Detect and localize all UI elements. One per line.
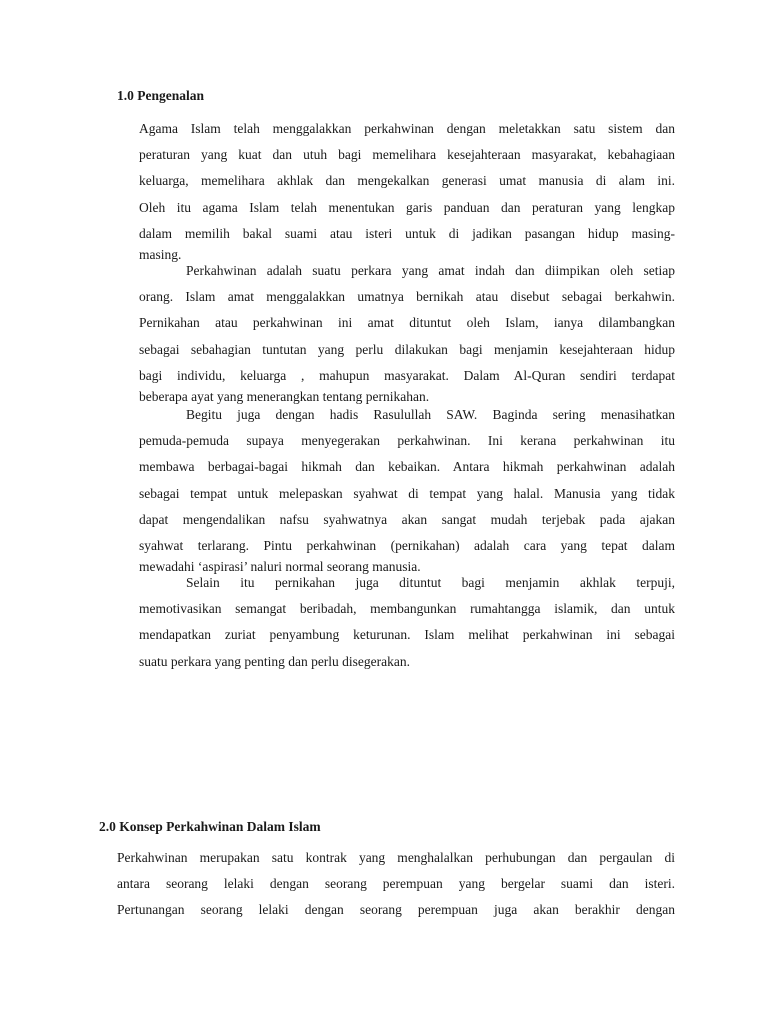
- text-line: dalam memilih bakal suami atau isteri untuk di jadikan pasangan hidup masing-: [139, 225, 675, 241]
- text-line: Perkahwinan adalah suatu perkara yang amat indah dan diimpikan oleh setiap: [186, 263, 675, 278]
- text-line: sebagai tempat untuk melepaskan syahwat di tempat yang halal. Manusia yang tidak: [139, 485, 675, 501]
- paragraph-3: [139, 402, 675, 575]
- text-line: Perkahwinan merupakan satu kontrak yang menghalalkan perhubungan dan pergaulan di: [117, 850, 675, 865]
- text-line: Selain itu pernikahan juga dituntut bagi menjamin akhlak terpuji,: [186, 575, 675, 590]
- text-line: antara seorang lelaki dengan seorang perempuan yang bergelar suami dan isteri.: [117, 876, 675, 892]
- text-line: Agama Islam telah menggalakkan perkahwinan dengan meletakkan satu sistem dan: [139, 121, 675, 136]
- paragraph-5: [117, 845, 675, 924]
- paragraph-4: [139, 570, 675, 675]
- text-line: sebagai sebahagian tuntutan yang perlu dilakukan bagi menjamin kesejahteraan hidup: [139, 341, 675, 357]
- section-heading-konsep: 2.0 Konsep Perkahwinan Dalam Islam: [99, 819, 321, 834]
- text-line: pemuda-pemuda supaya menyegerakan perkahwinan. Ini kerana perkahwinan itu: [139, 433, 675, 449]
- text-line: Begitu juga dengan hadis Rasulullah SAW. Baginda sering menasihatkan: [186, 407, 675, 422]
- text-line: Pernikahan atau perkahwinan ini amat dituntut oleh Islam, ianya dilambangkan: [139, 315, 675, 331]
- text-line: bagi individu, keluarga , mahupun masyarakat. Dalam Al-Quran sendiri terdapat: [139, 367, 675, 383]
- text-line: Pertunangan seorang lelaki dengan seorang perempuan juga akan berakhir dengan: [117, 902, 675, 918]
- text-line: suatu perkara yang penting dan perlu disegerakan.: [139, 653, 411, 669]
- paragraph-1: [139, 116, 675, 263]
- text-line: syahwat terlarang. Pintu perkahwinan (pernikahan) adalah cara yang tepat dalam: [139, 537, 675, 553]
- text-line: Oleh itu agama Islam telah menentukan garis panduan dan peraturan yang lengkap: [139, 199, 675, 215]
- paragraph-2: [139, 258, 675, 405]
- section-heading-pengenalan: 1.0 Pengenalan: [117, 88, 205, 103]
- text-line: peraturan yang kuat dan utuh bagi memelihara kesejahteraan masyarakat, kebahagiaan: [139, 147, 675, 163]
- text-line: dapat mengendalikan nafsu syahwatnya akan sangat mudah terjebak pada ajakan: [139, 511, 675, 527]
- text-line: membawa berbagai-bagai hikmah dan kebaikan. Antara hikmah perkahwinan adalah: [139, 459, 675, 475]
- text-line: beberapa ayat yang menerangkan tentang pernikahan.: [139, 388, 430, 404]
- text-line: memotivasikan semangat beribadah, membangunkan rumahtangga islamik, dan untuk: [139, 601, 675, 617]
- text-line: orang. Islam amat menggalakkan umatnya bernikah atau disebut sebagai berkahwin.: [139, 289, 675, 305]
- text-line: mewadahi ‘aspirasi’ naluri normal seorang manusia.: [139, 559, 421, 575]
- text-line: masing.: [139, 246, 182, 262]
- text-line: keluarga, memelihara akhlak dan mengekalkan generasi umat manusia di alam ini.: [139, 173, 675, 189]
- text-line: mendapatkan zuriat penyambung keturunan. Islam melihat perkahwinan ini sebagai: [139, 627, 675, 643]
